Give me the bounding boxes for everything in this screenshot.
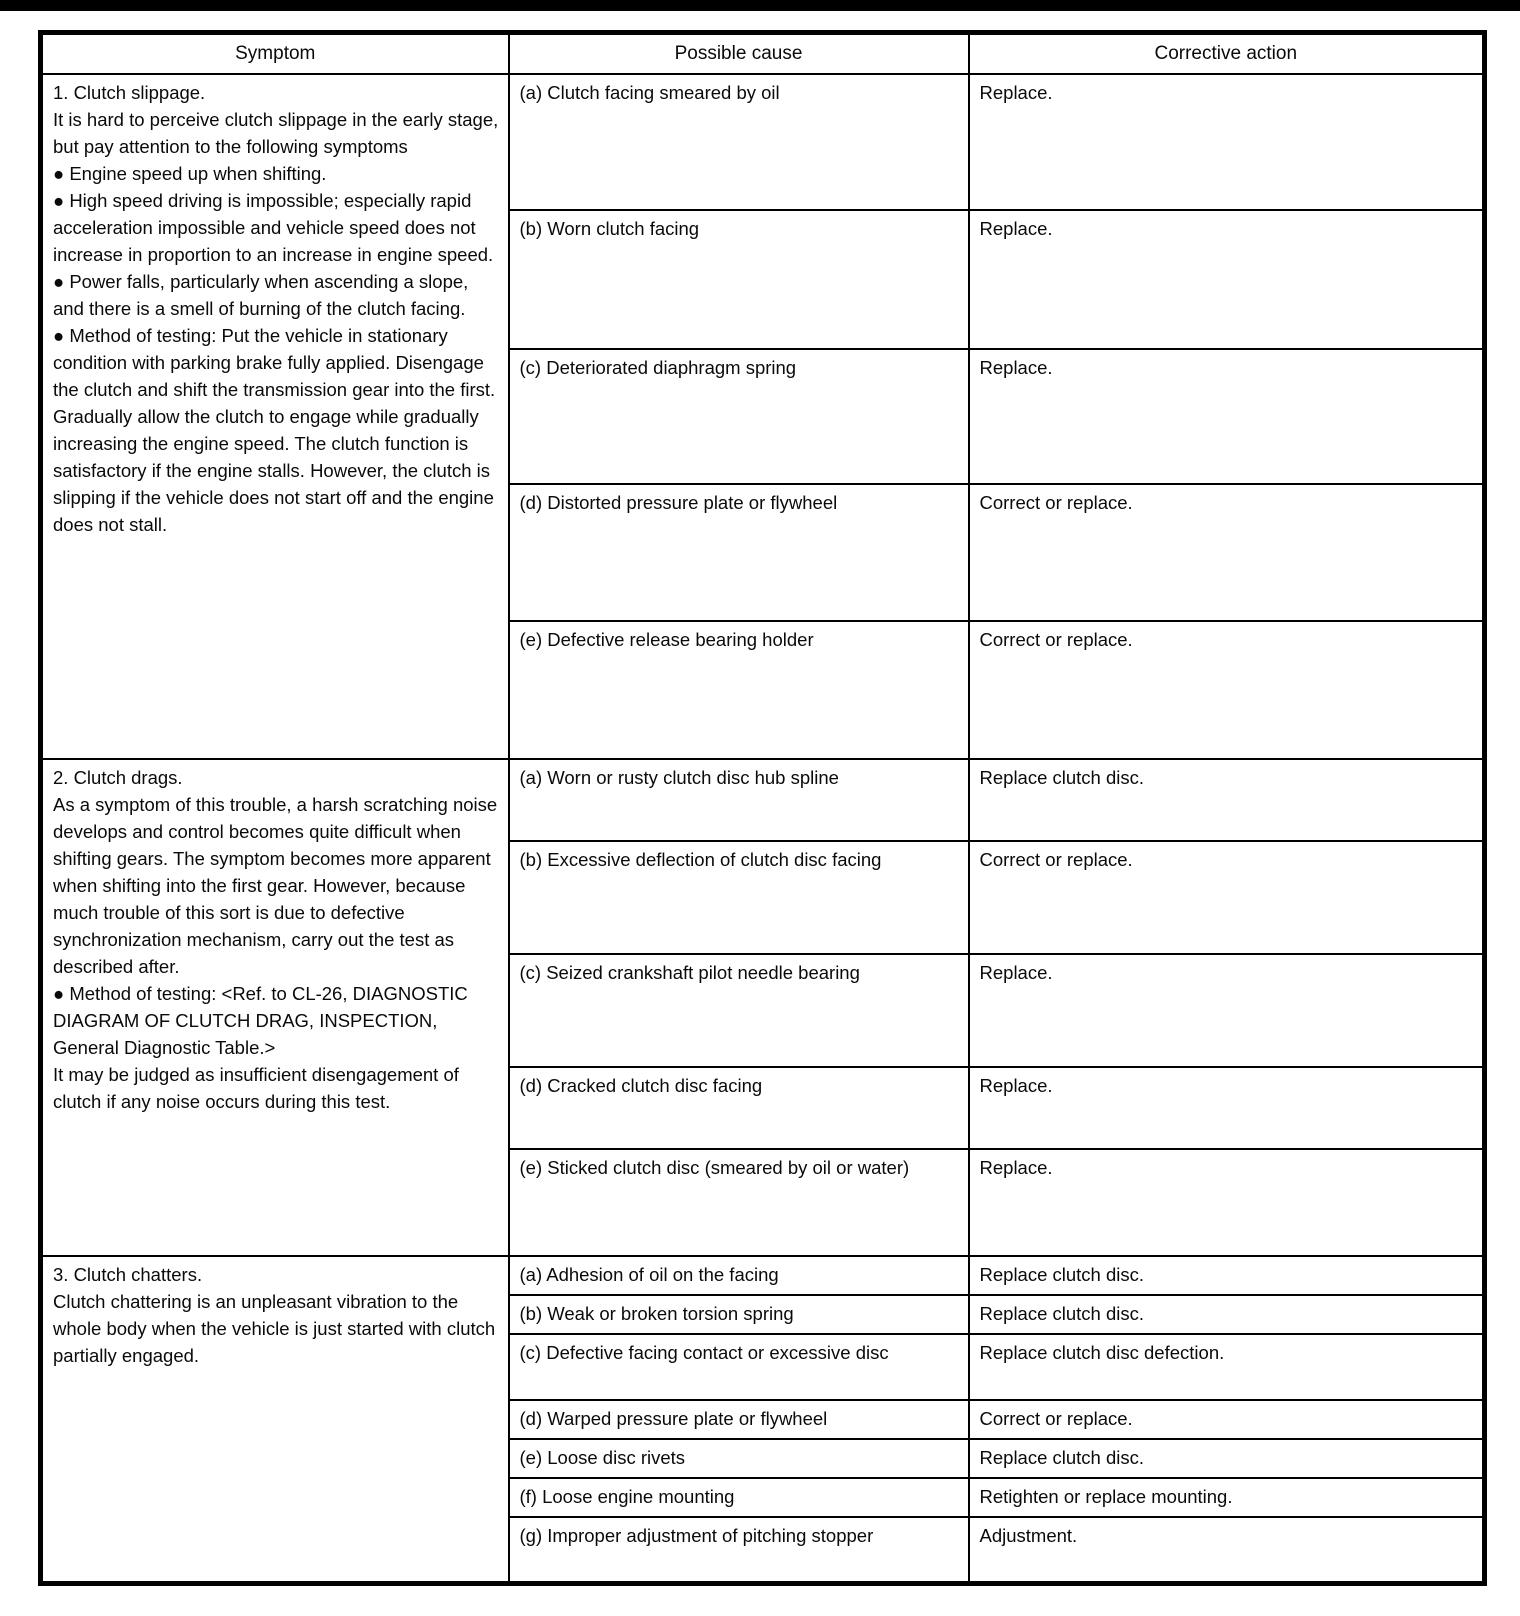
header-possible-cause: Possible cause	[509, 33, 969, 75]
cause-cell: (e) Loose disc rivets	[509, 1439, 969, 1478]
action-cell: Replace.	[969, 1067, 1485, 1149]
symptom-text: It is hard to perceive clutch slippage in the early stage, but pay attention to the following symptoms	[53, 109, 499, 157]
cause-cell: (a) Clutch facing smeared by oil	[509, 74, 969, 210]
symptom-bullet: ● Engine speed up when shifting.	[53, 163, 327, 184]
header-symptom: Symptom	[41, 33, 509, 75]
action-cell: Replace clutch disc defection.	[969, 1334, 1485, 1400]
cause-cell: (d) Warped pressure plate or flywheel	[509, 1400, 969, 1439]
cause-cell: (a) Adhesion of oil on the facing	[509, 1256, 969, 1295]
symptom-title: 3. Clutch chatters.	[53, 1264, 203, 1285]
scan-edge-artifact	[0, 0, 1520, 11]
symptom-bullet: ● High speed driving is impossible; especially rapid acceleration impossible and vehicle speed does not increase in proportion to an increase in engine speed.	[53, 190, 494, 265]
table-row	[41, 1256, 1485, 1295]
action-cell: Replace.	[969, 349, 1485, 484]
action-cell: Correct or replace.	[969, 1400, 1485, 1439]
action-cell: Replace clutch disc.	[969, 1439, 1485, 1478]
cause-cell: (f) Loose engine mounting	[509, 1478, 969, 1517]
action-cell: Replace clutch disc.	[969, 1256, 1485, 1295]
symptom-cell-clutch-drags	[41, 759, 509, 1256]
action-cell: Adjustment.	[969, 1517, 1485, 1583]
action-cell: Correct or replace.	[969, 621, 1485, 759]
action-cell: Replace.	[969, 1149, 1485, 1256]
cause-cell: (g) Improper adjustment of pitching stopper	[509, 1517, 969, 1583]
cause-cell: (c) Defective facing contact or excessive disc	[509, 1334, 969, 1400]
cause-cell: (d) Cracked clutch disc facing	[509, 1067, 969, 1149]
action-cell: Correct or replace.	[969, 841, 1485, 954]
symptom-title: 2. Clutch drags.	[53, 767, 183, 788]
cause-cell: (a) Worn or rusty clutch disc hub spline	[509, 759, 969, 841]
cause-cell: (e) Defective release bearing holder	[509, 621, 969, 759]
table-row	[41, 759, 1485, 841]
cause-cell: (b) Worn clutch facing	[509, 210, 969, 349]
action-cell: Replace clutch disc.	[969, 759, 1485, 841]
header-row	[41, 33, 1485, 75]
symptom-cell-clutch-chatters	[41, 1256, 509, 1583]
symptom-text: As a symptom of this trouble, a harsh scratching noise develops and control becomes quite difficult when shifting gears. The symptom becomes more apparent when shifting into the first gear. However, because much trouble of this sort is due to defective synchronization mechanism, carry out the test as described after.	[53, 794, 498, 977]
cause-cell: (b) Weak or broken torsion spring	[509, 1295, 969, 1334]
action-cell: Replace clutch disc.	[969, 1295, 1485, 1334]
cause-cell: (b) Excessive deflection of clutch disc facing	[509, 841, 969, 954]
symptom-bullet: ● Method of testing: Put the vehicle in stationary condition with parking brake fully applied. Disengage the clutch and shift the transmission gear into the first. Gradually allow the clutch to engage while gradually increasing the engine speed. The clutch function is satisfactory if the engine stalls. However, the clutch is slipping if the vehicle does not start off and the engine does not stall.	[53, 325, 496, 535]
symptom-title: 1. Clutch slippage.	[53, 82, 206, 103]
action-cell: Replace.	[969, 74, 1485, 210]
symptom-bullet: ● Method of testing: <Ref. to CL-26, DIAGNOSTIC DIAGRAM OF CLUTCH DRAG, INSPECTION, General Diagnostic Table.>	[53, 983, 468, 1058]
cause-cell: (e) Sticked clutch disc (smeared by oil or water)	[509, 1149, 969, 1256]
action-cell: Replace.	[969, 954, 1485, 1067]
cause-cell: (d) Distorted pressure plate or flywheel	[509, 484, 969, 621]
header-corrective-action: Corrective action	[969, 33, 1485, 75]
action-cell: Correct or replace.	[969, 484, 1485, 621]
action-cell: Retighten or replace mounting.	[969, 1478, 1485, 1517]
table-row	[41, 74, 1485, 210]
cause-cell: (c) Seized crankshaft pilot needle bearing	[509, 954, 969, 1067]
symptom-text: Clutch chattering is an unpleasant vibration to the whole body when the vehicle is just started with clutch partially engaged.	[53, 1291, 496, 1366]
diagnostic-table	[38, 30, 1487, 1586]
symptom-cell-clutch-slippage	[41, 74, 509, 759]
symptom-bullet: ● Power falls, particularly when ascending a slope, and there is a smell of burning of the clutch facing.	[53, 271, 469, 319]
symptom-text: It may be judged as insufficient disengagement of clutch if any noise occurs during this test.	[53, 1064, 459, 1112]
cause-cell: (c) Deteriorated diaphragm spring	[509, 349, 969, 484]
action-cell: Replace.	[969, 210, 1485, 349]
